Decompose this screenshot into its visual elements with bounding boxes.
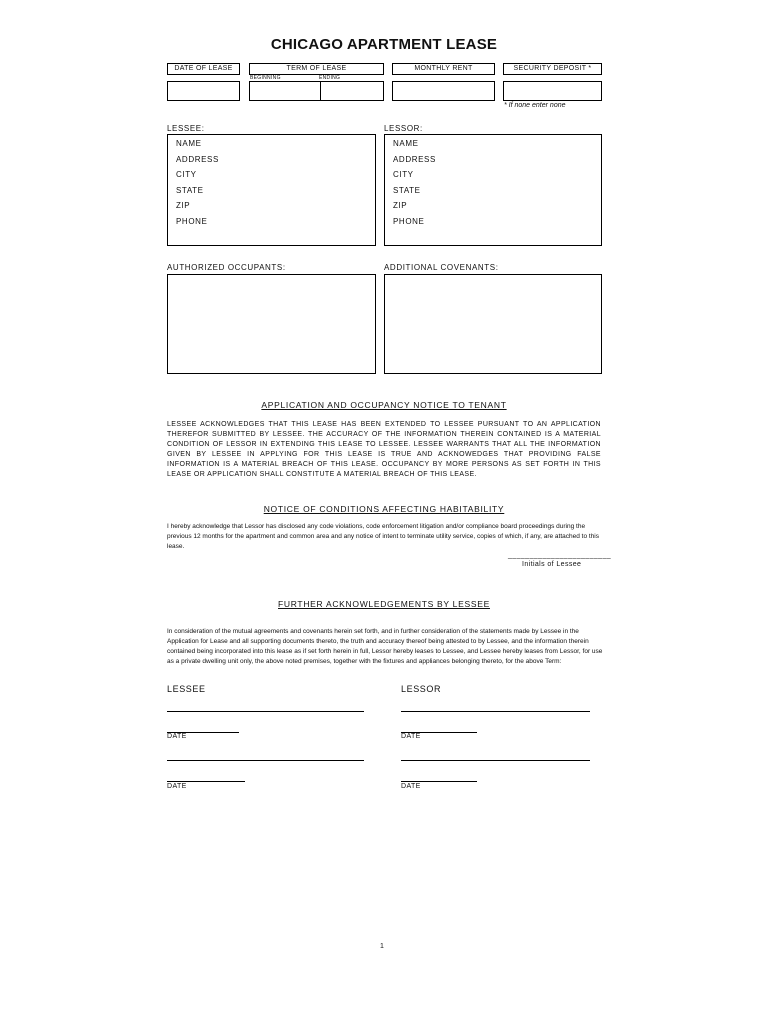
term-of-lease-label: TERM OF LEASE (249, 63, 384, 75)
term-ending-field[interactable] (320, 81, 384, 101)
authorized-occupants-field[interactable] (167, 274, 376, 374)
lessee-phone-label: PHONE (176, 217, 208, 226)
lessee-signature-line-2[interactable] (167, 760, 364, 761)
lessor-state-label: STATE (393, 186, 421, 195)
lessee-address-label: ADDRESS (176, 155, 219, 164)
term-beginning-field[interactable] (249, 81, 321, 101)
additional-covenants-field[interactable] (384, 274, 602, 374)
lessor-signature-line-2[interactable] (401, 760, 590, 761)
lessor-zip-label: ZIP (393, 201, 408, 210)
page-number: 1 (380, 943, 384, 950)
lessor-name-label: NAME (393, 139, 419, 148)
lessor-signature-line-1[interactable] (401, 711, 590, 712)
lessor-section-label: LESSOR: (384, 124, 423, 133)
habitability-notice-body: I hereby acknowledge that Lessor has disclosed any code violations, code enforcement litigation and/or compliance board proceedings during the previous 12 months for the apartment and common area and any notice of intent to terminate utility service, copies of which, if any, are attached to this lease. (167, 523, 599, 550)
lessee-city-label: CITY (176, 170, 197, 179)
lessor-phone-label: PHONE (393, 217, 425, 226)
lessee-date-label-2: DATE (167, 783, 187, 790)
ending-label: ENDING (319, 75, 341, 81)
monthly-rent-field[interactable] (392, 81, 495, 101)
lessee-date-label-1: DATE (167, 733, 187, 740)
lessee-signature-line-1[interactable] (167, 711, 364, 712)
lessor-date-line-2[interactable] (401, 781, 477, 782)
application-notice-heading: APPLICATION AND OCCUPANCY NOTICE TO TENANT (261, 400, 507, 410)
date-of-lease-label: DATE OF LEASE (167, 63, 240, 75)
lessee-state-label: STATE (176, 186, 204, 195)
authorized-occupants-label: AUTHORIZED OCCUPANTS: (167, 263, 286, 272)
further-acknowledgements-heading: FURTHER ACKNOWLEDGEMENTS BY LESSEE (278, 599, 490, 609)
lessee-zip-label: ZIP (176, 201, 191, 210)
lessor-date-label-1: DATE (401, 733, 421, 740)
lessee-info-box[interactable] (167, 134, 376, 246)
further-acknowledgements-body: In consideration of the mutual agreements and covenants herein set forth, and in further consideration of the statements made by Lessee in the Application for Lease and all supporting documents thereto, the truth and accuracy thereof being attested to by Lessee, and the information therein contained being incorporated into this lease as if set forth herein in full, Lessor hereby leases to Lessee, and Lessee hereby leases from Lessor, for use as a private dwelling unit only, the above noted premises, together with the fixtures and appliances belonging thereto, for the above Term: (167, 628, 603, 665)
additional-covenants-label: ADDITIONAL COVENANTS: (384, 263, 499, 272)
application-notice-body: LESSEE ACKNOWLEDGES THAT THIS LEASE HAS BEEN EXTENDED TO LESSEE PURSUANT TO AN APPLICATION THEREFOR SUBMITTED BY LESSEE. THE ACCURACY OF THE INFORMATION THEREIN CONTAINED IS A MATERIAL CONDITION OF LESSOR IN EXTENDING THIS LEASE TO LESSEE. LESSEE WARRANTS THAT ALL THE INFORMATION GIVEN BY LESSEE IN APPLYING FOR THIS LEASE IS TRUE AND ACKNOWEDGES THAT PROVIDING FALSE INFORMATION IS A MATERIAL BREACH OF THIS LEASE. OCCUPANCY BY MORE PERSONS AS SET FORTH IN THIS LEASE OR APPLICATION SHALL CONSTITUTE A MATERIAL BREACH OF THIS LEASE. (167, 421, 601, 478)
lessor-address-label: ADDRESS (393, 155, 436, 164)
lessee-initials-label: Initials of Lessee (522, 561, 582, 568)
lessee-initials-rule[interactable]: ________________________ (508, 552, 612, 559)
page-title: CHICAGO APARTMENT LEASE (270, 36, 498, 53)
lessor-city-label: CITY (393, 170, 414, 179)
security-deposit-footnote: * If none enter none (504, 102, 566, 109)
date-of-lease-field[interactable] (167, 81, 240, 101)
security-deposit-label: SECURITY DEPOSIT * (503, 63, 602, 75)
monthly-rent-label: MONTHLY RENT (392, 63, 495, 75)
lessor-date-label-2: DATE (401, 783, 421, 790)
lessee-section-label: LESSEE: (167, 124, 205, 133)
lessee-name-label: NAME (176, 139, 202, 148)
lessor-signature-heading: LESSOR (401, 684, 442, 694)
lessee-date-line-2[interactable] (167, 781, 245, 782)
habitability-notice-heading: NOTICE OF CONDITIONS AFFECTING HABITABILITY (263, 504, 505, 514)
beginning-label: BEGINNING (250, 75, 281, 81)
lessee-signature-heading: LESSEE (167, 684, 206, 694)
lessor-info-box[interactable] (384, 134, 602, 246)
security-deposit-field[interactable] (503, 81, 602, 101)
